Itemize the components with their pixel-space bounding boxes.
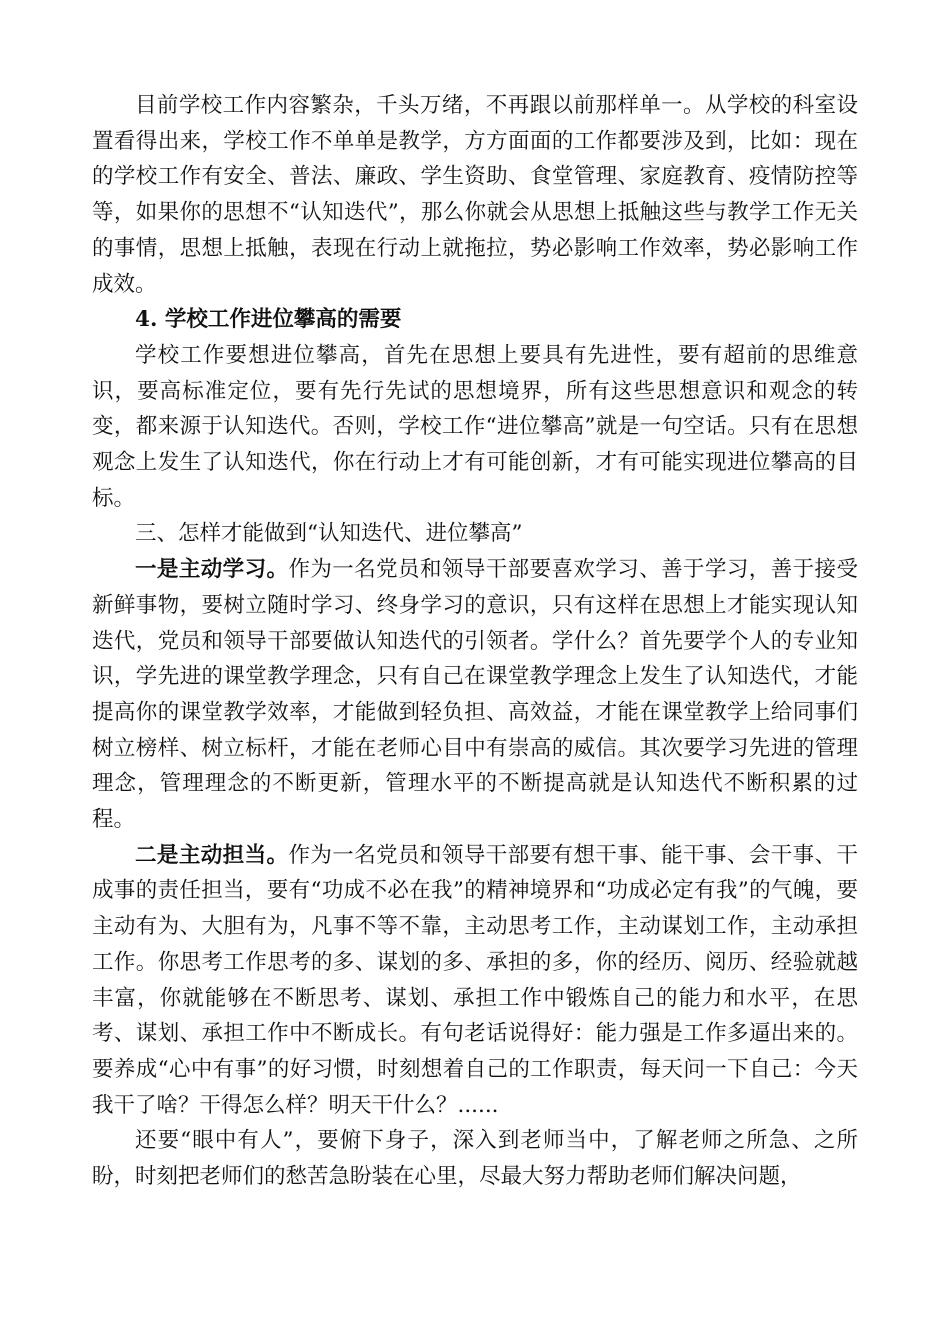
paragraph-eyes-on-people: 还要“眼中有人”，要俯下身子，深入到老师当中，了解老师之所急、之所盼，时刻把老师们的愁苦急盼装在心里，尽最大努力帮助老师们解决问题， [92, 1128, 858, 1190]
paragraph-active-learning [92, 552, 858, 838]
lead-active-responsibility: 二是主动担当。 [135, 842, 289, 868]
heading-how-to-achieve: 三、怎样才能做到“认知迭代、进位攀高” [135, 521, 523, 547]
paragraph-active-responsibility [92, 838, 858, 1124]
paragraph-work-complexity: 目前学校工作内容繁杂，千头万绪，不再跟以前那样单一。从学校的科室设置看得出来，学校工作不单单是教学，方方面面的工作都要涉及到，比如：现在的学校工作有安全、普法、廉政、学生资助、食堂管理、家庭教育、疫情防控等等，如果你的思想不“认知迭代”，那么你就会从思想上抵触这些与教学工作无关的事情，思想上抵触，表现在行动上就拖拉，势必影响工作效率，势必影响工作成效。 [92, 93, 858, 297]
body-active-learning: 作为一名党员和领导干部要喜欢学习、善于学习，善于接受新鲜事物，要树立随时学习、终身学习的意识，只有这样在思想上才能实现认知迭代，党员和领导干部要做认知迭代的引领者。学什么？首先要学个人的专业知识，学先进的课堂教学理念，只有自己在课堂教学理念上发生了认知迭代，才能提高你的课堂教学效率，才能做到轻负担、高效益，才能在课堂教学上给同事们树立榜样、树立标杆，才能在老师心目中有崇高的威信。其次要学习先进的管理理念，管理理念的不断更新，管理水平的不断提高就是认知迭代不断积累的过程。 [92, 557, 858, 833]
body-active-responsibility: 作为一名党员和领导干部要有想干事、能干事、会干事、干成事的责任担当，要有“功成不必在我”的精神境界和“功成必定有我”的气魄，要主动有为、大胆有为，凡事不等不靠，主动思考工作，主动谋划工作，主动承担工作。你思考工作思考的多、谋划的多、承担的多，你的经历、阅历、经验就越丰富，你就能够在不断思考、谋划、承担工作中锻炼自己的能力和水平，在思考、谋划、承担工作中不断成长。有句老话说得好：能力强是工作多逼出来的。要养成“心中有事”的好习惯，时刻想着自己的工作职责，每天问一下自己：今天我干了啥？干得怎么样？明天干什么？...... [92, 842, 858, 1118]
heading-advance-need: 4. 学校工作进位攀高的需要 [135, 307, 402, 333]
paragraph-advance-need: 学校工作要想进位攀高，首先在思想上要具有先进性，要有超前的思维意识，要高标准定位，要有先行先试的思想境界，所有这些思想意识和观念的转变，都来源于认知迭代。否则，学校工作“进位攀高”就是一句空话。只有在思想观念上发生了认知迭代，你在行动上才有可能创新，才有可能实现进位攀高的目标。 [92, 342, 858, 511]
lead-active-learning: 一是主动学习。 [135, 557, 289, 583]
